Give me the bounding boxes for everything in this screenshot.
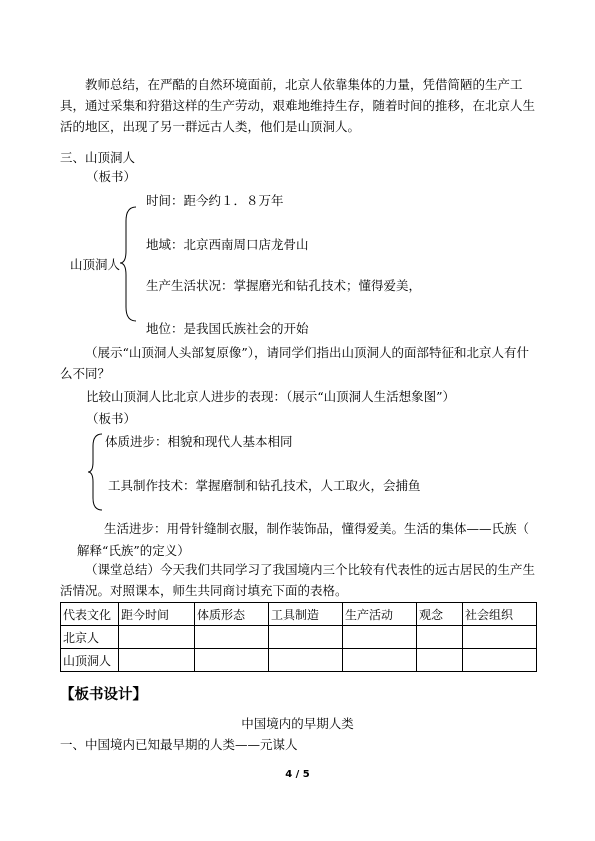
table-header-cell: 生产活动: [343, 603, 417, 626]
left-brace-icon: [118, 205, 140, 323]
table-header-cell: 工具制造: [269, 603, 343, 626]
table-cell: [119, 626, 195, 649]
table-row: [61, 626, 537, 649]
table-cell: [343, 626, 417, 649]
paragraph-summary: 教师总结，在严酷的自然环境面前，北京人依靠集体的力量，凭借简陋的生产工具，通过采集和狩猎这样的生产劳动，艰难地维持生存，随着时间的推移，在北京人生活的地区，出现了另一群远古人类，他们是山顶洞人。: [60, 77, 536, 134]
outline2-item-life: 生活进步：用骨针缝制衣服，制作装饰品，懂得爱美。生活的集体——氏族（: [104, 521, 530, 536]
board-note-2: （板书）: [86, 411, 137, 426]
table-header-cell: 社会组织: [463, 603, 537, 626]
table-cell: 山顶洞人: [61, 649, 119, 672]
table-cell: [417, 649, 463, 672]
table-cell: [119, 649, 195, 672]
outline2-item-physique: 体质进步：相貌和现代人基本相同: [105, 434, 293, 449]
outline2-item-tools: 工具制作技术：掌握磨制和钻孔技术，人工取火，会捕鱼: [108, 478, 421, 493]
table-header-cell: 观念: [417, 603, 463, 626]
outline-item-region: 地域：北京西南周口店龙骨山: [146, 237, 309, 252]
table-cell: [195, 626, 269, 649]
table-cell: [343, 649, 417, 672]
page-number: 4 / 5: [285, 769, 310, 780]
table-cell: [269, 626, 343, 649]
table-header-cell: 距今时间: [119, 603, 195, 626]
left-brace-icon-2: [86, 432, 106, 512]
table-cell: [269, 649, 343, 672]
outline-item-status: 地位：是我国氏族社会的开始: [146, 321, 309, 336]
table-header-row: [61, 603, 537, 626]
design-title: 中国境内的早期人类: [241, 716, 354, 731]
table-cell: [463, 626, 537, 649]
outline-item-life: 生产生活状况：掌握磨光和钻孔技术；懂得爱美，: [146, 278, 422, 293]
table-cell: [195, 649, 269, 672]
outline-center-label: 山顶洞人: [70, 257, 121, 272]
board-note: （板书）: [86, 169, 137, 184]
paragraph-compare: 比较山顶洞人比北京人进步的表现：（展示“山顶洞人生活想象图”）: [86, 389, 456, 404]
table-row: [61, 649, 537, 672]
table-cell: [463, 649, 537, 672]
paragraph-features: （展示“山顶洞人头部复原像”），请同学们指出山顶洞人的面部特征和北京人有什么不同？: [60, 345, 530, 381]
clan-definition-line: 解释“氏族”的定义）: [77, 543, 190, 558]
paragraph-class-summary: （课堂总结）今天我们共同学习了我国境内三个比较有代表性的远古居民的生产生活情况。对照课本，师生共同商讨填充下面的表格。: [60, 562, 536, 598]
table-header-cell: 代表文化: [61, 603, 119, 626]
table-cell: [417, 626, 463, 649]
outline-item-time: 时间：距今约１．８万年: [146, 193, 284, 208]
table-cell: 北京人: [61, 626, 119, 649]
comparison-table: [60, 602, 537, 672]
table-header-cell: 体质形态: [195, 603, 269, 626]
board-design-heading: 【板书设计】: [60, 687, 147, 703]
design-item-1: 一、中国境内已知最早期的人类——元谋人: [60, 737, 298, 752]
section-heading: 三、山顶洞人: [60, 150, 136, 165]
